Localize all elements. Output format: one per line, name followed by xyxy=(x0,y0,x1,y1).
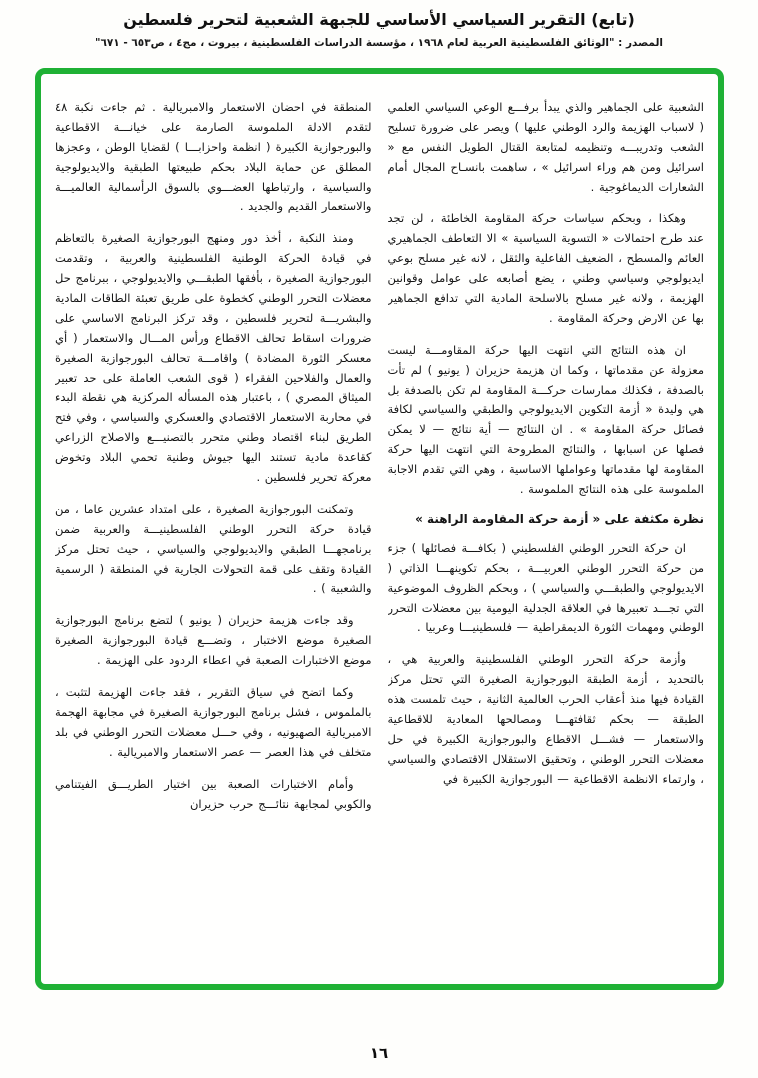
paragraph: وهكذا ، وبحكم سياسات حركة المقاومة الخاطئة ، لن تجد عند طرح احتمالات « التسوية السياسية » الا التعاطف الجماهيري العائم والمسطح ، الضعيف الفاعلية والثقل ، لانه غير مسلح بوعي ايديولوجي وسياسي وطني ، يضع أصابعه على عوامل وقوانين الهزيمة ، ولانه غير مسلح بالاسلحة المادية التي تدافع الجماهير بها عن الارض وحركة المقاومة . xyxy=(387,211,704,325)
section-heading: نظرة مكثفة على « أزمة حركة المقاومة الراهنة » xyxy=(415,511,704,526)
paragraph: وقد جاءت هزيمة حزيران ( يونيو ) لتضع برنامج البورجوازية الصغيرة موضع الاختبار ، وتضـــع قيادة البورجوازية الصغيرة موضع الاختبارات الصعبة في اعطاء الردود على الهزيمة . xyxy=(55,613,372,668)
paragraph: ومنذ النكبة ، أخذ دور ومنهج البورجوازية الصغيرة بالتعاظم في قيادة الحركة الوطنية الفلسطينية والعربية ، وتقدمت البورجوازية الصغيرة ، بأفقها الطبقـــي والايديولوجي ، ببرنامج حل معضلات التحرر الوطني كخطوة على طريق تعبئة الطاقات المادية والبشريـــة لتحرير فلسطين ، وقد تركز البرنامج الاساسي على ضرورات اسقاط تحالف الاقطاع ورأس المـــال والاستعمار ( أي معسكر الثورة المضادة ) واقامـــة تحالف البورجوازية الصغيرة والعمال والفلاحين الفقراء ( قوى الشعب العاملة على حد تعبير الميثاق المصري ) ، باعتبار هذه المسأله المركزية هي نقطة البدء في محاربة الاستعمار الاقتصادي والعسكري والسياسي ، وفي فتح الطريق لبناء اقتصاد وطني متحرر بالتصنيـــع والاصلاح الزراعي كقاعدة مادية تستند اليها جيوش وطنية تحمي البلاد وتخوض معركة تحرير فلسطين . xyxy=(55,231,372,485)
paragraph: الشعبية على الجماهير والذي يبدأ برفـــع الوعي السياسي العلمي ( لاسباب الهزيمة والرد الوطني عليها ) ويصر على ضرورة تسليح الشعب وتدريبـــه وتنظيمه لمتابعة القتال الطويل النفس مع « اسرائيل ومن هم وراء اسرائيل » ، ساهمت بانسـاح المجال أمام الشعارات الديماغوجية . xyxy=(387,100,704,194)
paragraph: المنطقة في احضان الاستعمار والامبريالية . ثم جاءت نكبة ٤٨ لتقدم الادلة الملموسة الصارمة على خيانـــة الاقطاعية والبورجوازية الكبيرة ( انظمة واحزابـــا ) لقضايا الوطن ، وعجزها المطلق عن حماية البلاد بحكم طبيعتها الطبقية والايديولوجية والسياسية ، وارتباطها العضـــوي بالسوق الرأسمالية العالميـــة والاستعمار القديم والجديد . xyxy=(55,100,372,214)
document-header xyxy=(0,10,758,49)
page-number: ١٦ xyxy=(369,1044,389,1062)
paragraph: ان حركة التحرر الوطني الفلسطيني ( بكافـــة فصائلها ) جزء من حركة التحرر الوطني العربيـــة ، بحكم تكوينهـــا الذاتي ( الايديولوجي والطبقـــي والسياسي ) ، وبحكم الظروف الموضوعية التي تجـــد تعبيرها في العلاقة الجدلية اليومية بين معضلات التحرر الوطني ومهمات الثورة الديمقراطية — فلسطينيـــا وعربيا . xyxy=(387,540,704,635)
paragraph: ان هذه النتائج التي انتهت اليها حركة المقاومـــة ليست معزولة عن مقدماتها ، وكما ان هزيمة حزيران ( يونيو ) لم تأت بالصدفة ، فكذلك ممارسات حركـــة المقاومة لم تكن بالصدفة بل هي وليدة « أزمة التكوين الايديولوجي والطبقي والسياسي لكافة فصائل حركة المقاومة » . ان النتائج — أية نتائج — لا يمكن فصلها عن اسبابها ، والنتائج المطروحة التي انتهت اليها حركة المقاومة لها مقدماتها وعواملها الاساسية ، وهي التي تقدم الاجابة الملموسة على هذه النتائج الملموسة . xyxy=(387,342,704,497)
paragraph: وتمكنت البورجوازية الصغيرة ، على امتداد عشرين عاما ، من قيادة حركة التحرر الوطني الفلسطينيـــة والعربية ضمن برنامجهـــا الطبقي والايديولوجي والسياسي ، حيث تحتل مركز القيادة وتقف على قمة التحولات الجارية في المنطقة ( الرسمية والشعبية ) . xyxy=(55,501,372,596)
paragraph: وأمام الاختبارات الصعبة بين اختيار الطريـــق الفيتنامي والكوبي لمجابهة نتائـــج حرب حزيران xyxy=(55,776,372,811)
page-title: (تابع) التقرير السياسي الأساسي للجبهة الشعبية لتحرير فلسطين xyxy=(123,10,635,29)
left-column xyxy=(55,98,372,976)
right-column xyxy=(388,98,705,976)
green-border-frame xyxy=(35,68,724,990)
source-line: المصدر : "الوثائق الفلسطينية العربية لعام ١٩٦٨ ، مؤسسة الدراسات الفلسطينية ، بيروت ، مج٤ ، ص٦٥٣ - ٦٧١" xyxy=(95,37,663,49)
paragraph: وأزمة حركة التحرر الوطني الفلسطينية والعربية هي ، بالتحديد ، أزمة الطبقة البورجوازية الصغيرة التي تحتل مركز القيادة فيها منذ أعقاب الحرب العالمية الثانية ، حيث تلمست هذه الطبقة — بحكم ثقافتهـــا ومصالحها المعادية للاقطاعية والاستعمار — فشـــل الاقطاع والبورجوازية الكبيرة في حل معضلات التحرر الوطني ، وتحقيق الاستقلال الاقتصادي والسياسي ، وارتماء الانظمة الاقطاعية — البورجوازية الكبيرة في xyxy=(387,652,704,786)
paragraph: وكما اتضح في سياق التقرير ، فقد جاءت الهزيمة لتثبت ، بالملموس ، فشل برنامج البورجوازية الصغيرة في مجابهة الهجمة الامبريالية الصهيونيه ، وفي حـــل معضلات التحرر الوطني في بلد متخلف في هذا العصر — عصر الاستعمار والامبريالية . xyxy=(55,685,372,759)
two-column-text xyxy=(55,98,704,976)
